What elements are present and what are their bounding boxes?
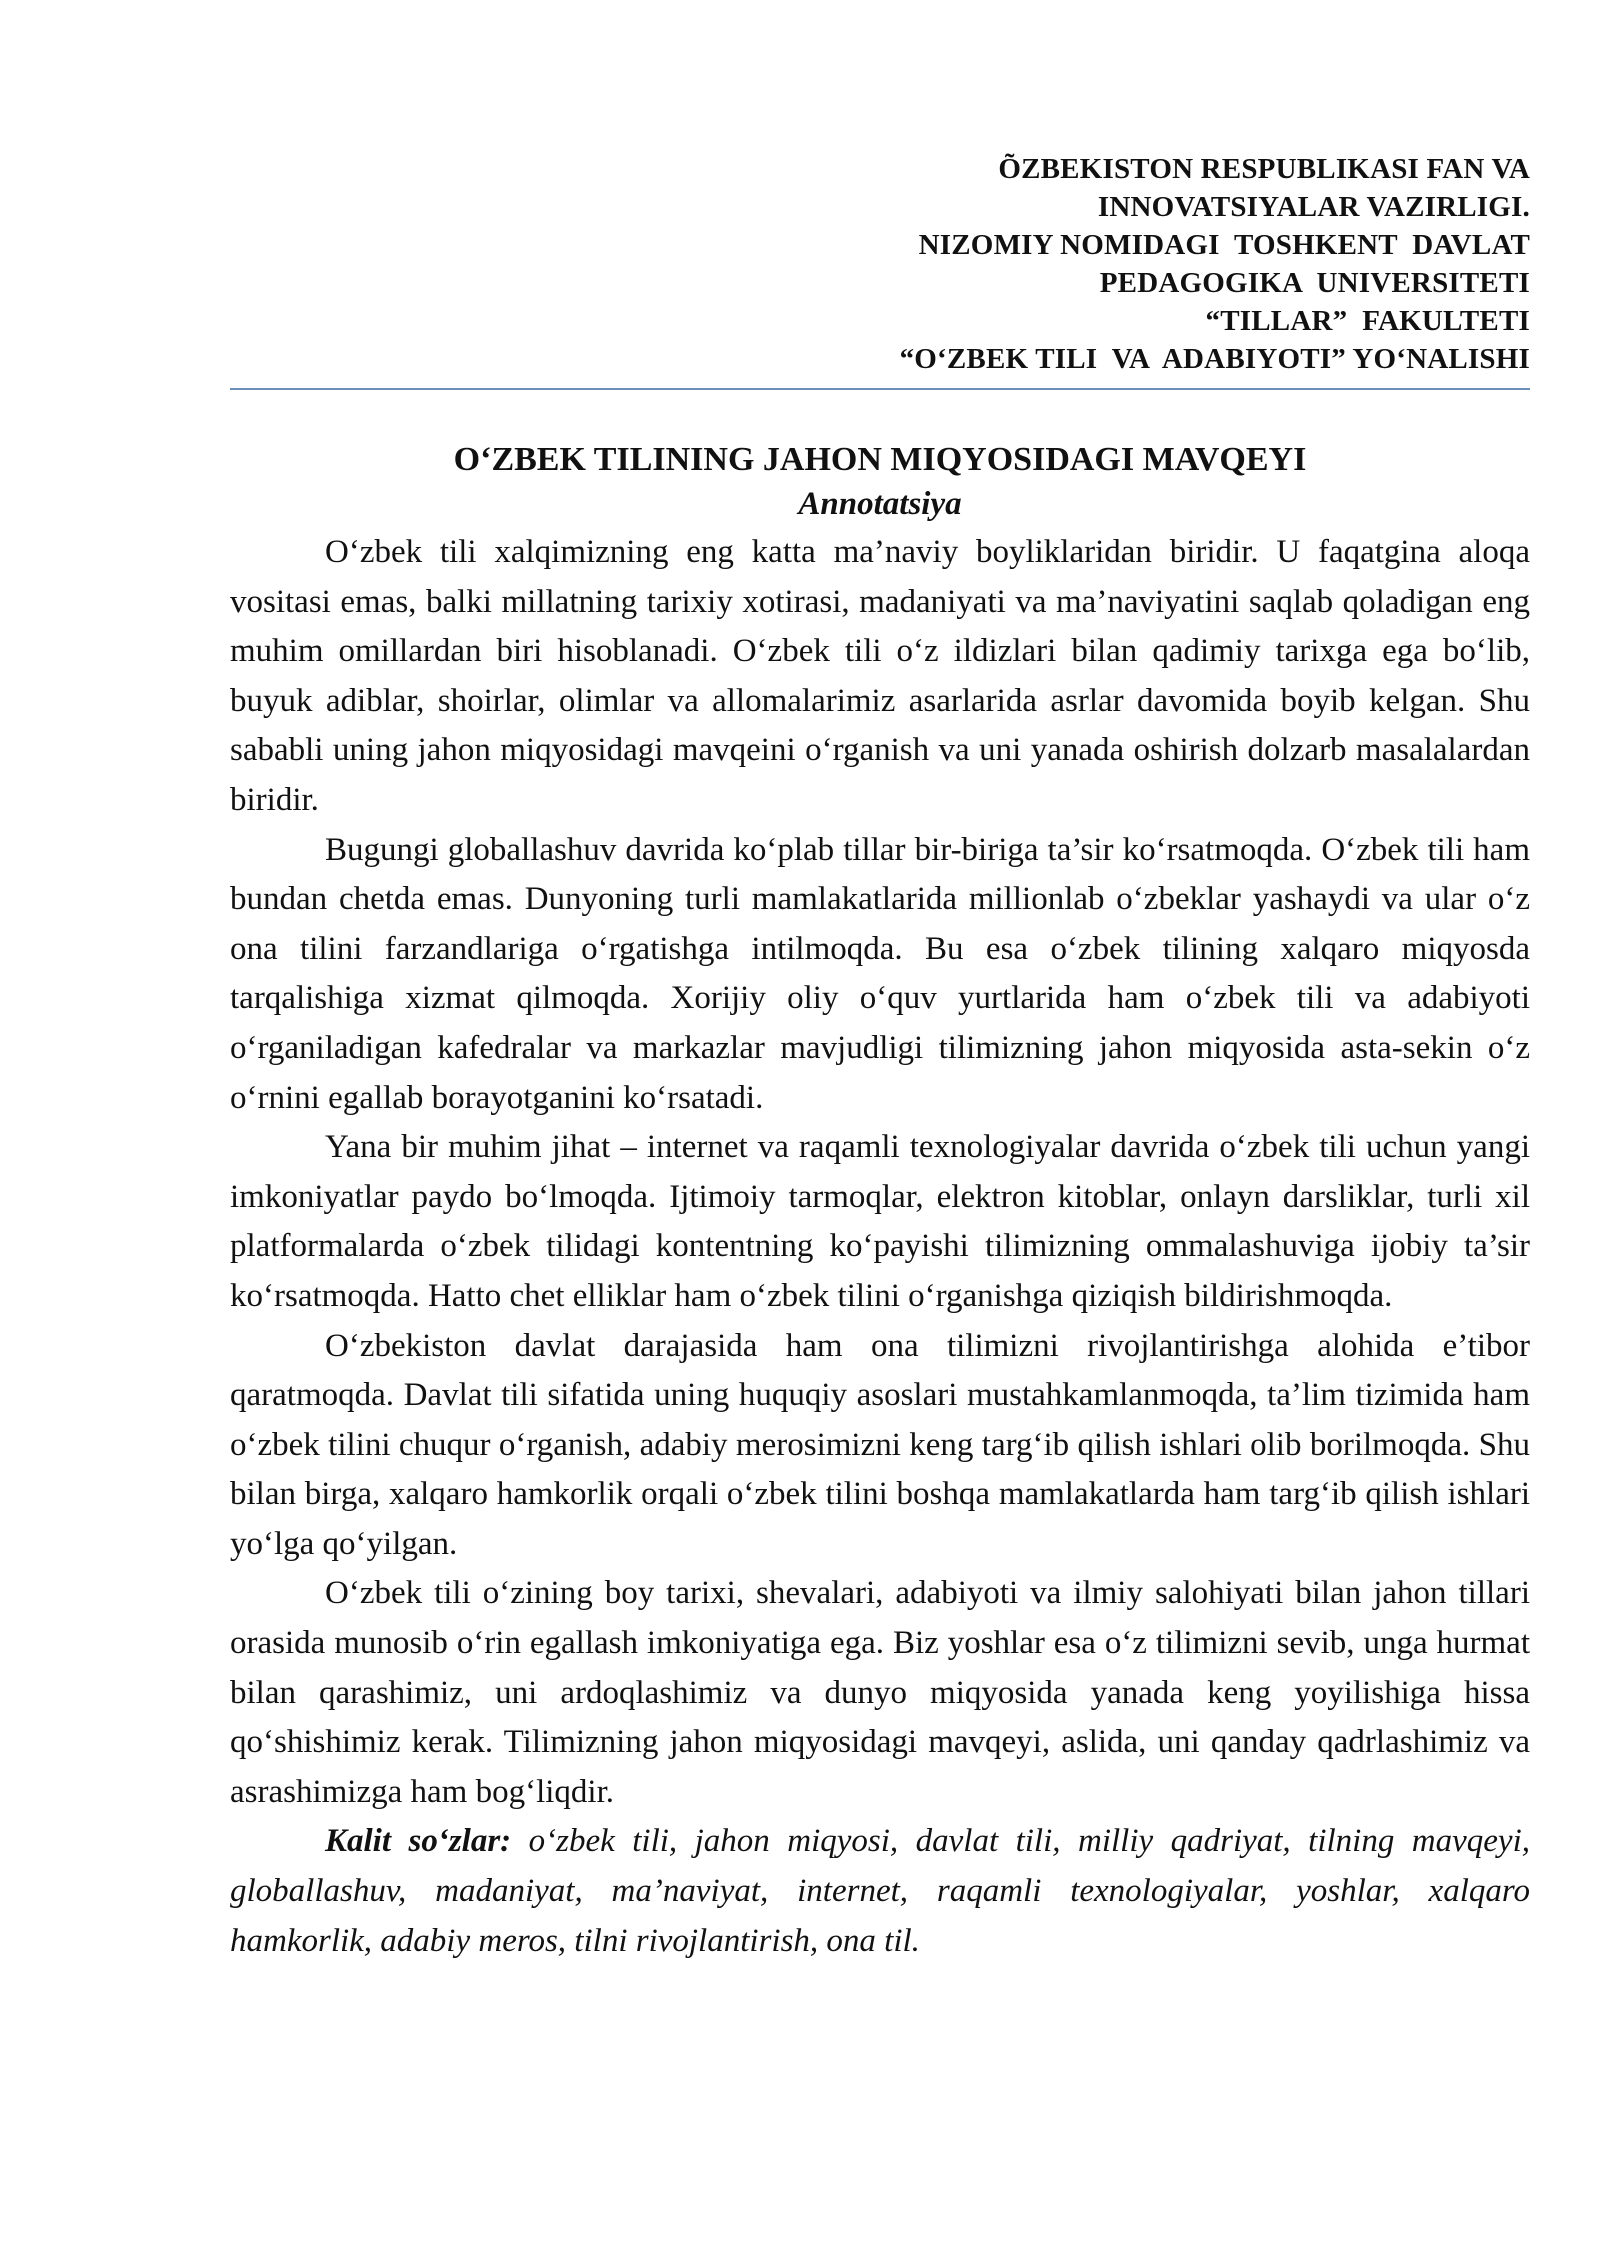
document-page	[230, 150, 1530, 1966]
abstract-paragraph-1: O‘zbek tili xalqimizning eng katta ma’naviy boyliklaridan biridir. U faqatgina aloqa vositasi emas, balki millatning tarixiy xotirasi, madaniyati va ma’naviyatini saqlab qoladigan eng muhim omillardan biri hisoblanadi. O‘zbek tili o‘z ildizlari bilan qadimiy tarixga ega bo‘lib, buyuk adiblar, shoirlar, olimlar va allomalarimiz asarlarida asrlar davomida boyib kelgan. Shu sababli uning jahon miqyosidagi mavqeini o‘rganish va uni yanada oshirish dolzarb masalalardan biridir.	[230, 534, 1530, 818]
keywords-list: o‘zbek tili, jahon miqyosi, davlat tili, milliy qadriyat, tilning mavqeyi, globallashuv, madaniyat, ma’naviyat, internet, raqamli texnologiyalar, yoshlar, xalqaro hamkorlik, adabiy meros, tilni rivojlantirish, ona til.	[230, 1823, 1530, 1959]
keywords-label: Kalit so‘zlar:	[325, 1823, 512, 1860]
keywords-paragraph	[230, 1817, 1530, 1966]
header-divider	[230, 388, 1530, 390]
abstract-paragraph-3: Yana bir muhim jihat – internet va raqamli texnologiyalar davrida o‘zbek tili uchun yangi imkoniyatlar paydo bo‘lmoqda. Ijtimoiy tarmoqlar, elektron kitoblar, onlayn darsliklar, turli xil platformalarda o‘zbek tilidagi kontentning ko‘payishi tilimizning ommalashuviga ijobiy ta’sir ko‘rsatmoqda. Hatto chet elliklar ham o‘zbek tilini o‘rganishga qiziqish bildirishmoqda.	[230, 1129, 1530, 1314]
abstract-heading: Annotatsiya	[798, 486, 962, 522]
header-line-university-1: NIZOMIY NOMIDAGI TOSHKENT DAVLAT	[918, 229, 1530, 261]
header-line-ministry-1: ÕZBEKISTON RESPUBLIKASI FAN VA	[998, 153, 1530, 185]
header-line-university-2: PEDAGOGIKA UNIVERSITETI	[1099, 267, 1530, 299]
header-line-department: “O‘ZBEK TILI VA ADABIYOTI” YO‘NALISHI	[899, 343, 1530, 375]
abstract-paragraph-2: Bugungi globallashuv davrida ko‘plab tillar bir-biriga ta’sir ko‘rsatmoqda. O‘zbek tili ham bundan chetda emas. Dunyoning turli mamlakatlarida millionlab o‘zbeklar yashaydi va ular o‘z ona tilini farzandlariga o‘rgatishga intilmoqda. Bu esa o‘zbek tilining xalqaro miqyosda tarqalishiga xizmat qilmoqda. Xorijiy oliy o‘quv yurtlarida ham o‘zbek tili va adabiyoti o‘rganiladigan kafedralar va markazlar mavjudligi tilimizning jahon miqyosida asta-sekin o‘z o‘rnini egallab borayotganini ko‘rsatadi.	[230, 831, 1530, 1116]
abstract-paragraph-4: O‘zbekiston davlat darajasida ham ona tilimizni rivojlantirishga alohida e’tibor qaratmoqda. Davlat tili sifatida uning huquqiy asoslari mustahkamlanmoqda, ta’lim tizimida ham o‘zbek tilini chuqur o‘rganish, adabiy merosimizni keng targ‘ib qilish ishlari olib borilmoqda. Shu bilan birga, xalqaro hamkorlik orqali o‘zbek tilini boshqa mamlakatlarda ham targ‘ib qilish ishlari yo‘lga qo‘yilgan.	[230, 1327, 1530, 1562]
article-title: O‘ZBEK TILINING JAHON MIQYOSIDAGI MAVQEYI	[453, 441, 1307, 478]
header-line-ministry-2: INNOVATSIYALAR VAZIRLIGI.	[1097, 191, 1530, 223]
institution-header	[230, 150, 1530, 378]
header-line-faculty: “TILLAR” FAKULTETI	[1205, 305, 1530, 337]
abstract-paragraph-5: O‘zbek tili o‘zining boy tarixi, shevalari, adabiyoti va ilmiy salohiyati bilan jahon tillari orasida munosib o‘rin egallash imkoniyatiga ega. Biz yoshlar esa o‘z tilimizni sevib, unga hurmat bilan qarashimiz, uni ardoqlashimiz va dunyo miqyosida yanada keng yoyilishiga hissa qo‘shishimiz kerak. Tilimizning jahon miqyosidagi mavqeyi, aslida, uni qanday qadrlashimiz va asrashimizga ham bog‘liqdir.	[230, 1575, 1530, 1810]
